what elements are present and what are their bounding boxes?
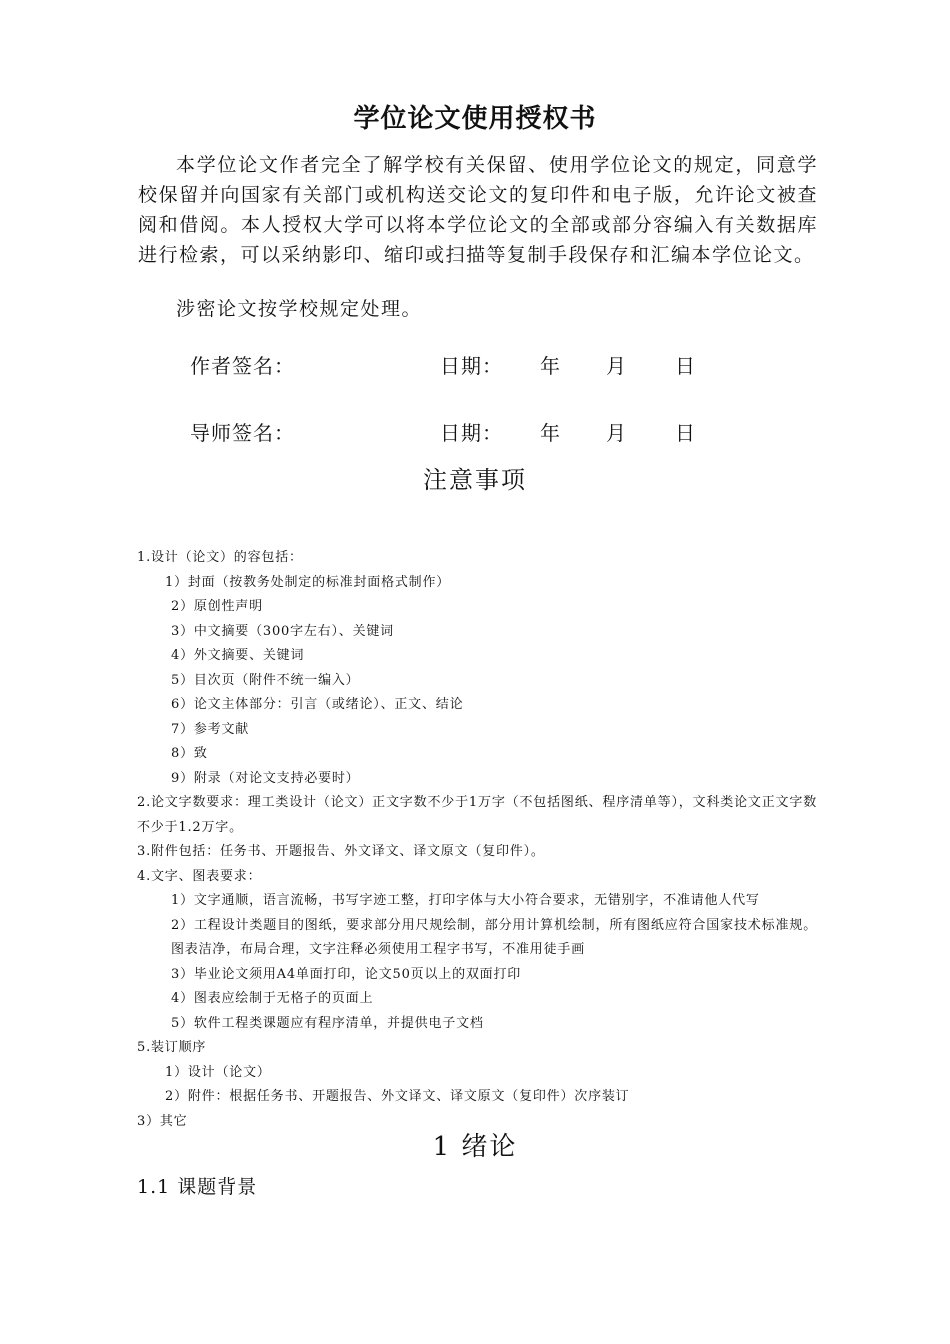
list-item: 2）原创性声明 [171, 599, 263, 614]
section-heading: 1.1 课题背景 [137, 1176, 258, 1198]
list-item: 3）中文摘要（300字左右）、关键词 [171, 623, 394, 639]
year-label: 年 [540, 421, 561, 445]
list-item: 5）目次页（附件不统一编入） [171, 672, 360, 688]
author-signature-row [0, 350, 950, 380]
advisor-signature-label: 导师签名： [190, 421, 295, 445]
day-label: 日 [675, 354, 696, 378]
date-label: 日期： [440, 421, 503, 445]
list-item: 5）软件工程类课题应有程序清单，并提供电子文档 [171, 1015, 484, 1031]
list-item: 1）封面（按教务处制定的标准封面格式制作） [165, 574, 451, 590]
notes-list [137, 546, 817, 1134]
list-item: 2）附件：根据任务书、开题报告、外文译文、译文原文（复印件）次序装订 [165, 1089, 630, 1104]
list-item: 4）外文摘要、关键词 [171, 648, 305, 663]
author-signature-label: 作者签名： [190, 354, 295, 378]
list-item: 8）致 [171, 746, 208, 761]
list-item: 2）工程设计类题目的图纸，要求部分用尺规绘制，部分用计算机绘制，所有图纸应符合国家技术标准规。图表洁净，布局合理，文字注释必须使用工程字书写，不准用徒手画 [171, 917, 817, 957]
date-label: 日期： [440, 354, 503, 378]
chapter-title: 1 绪论 [432, 1132, 518, 1162]
list-item: 4.文字、图表要求： [137, 868, 262, 884]
list-item: 3.附件包括：任务书、开题报告、外文译文、译文原文（复印件）。 [137, 844, 545, 859]
authorization-paragraph: 本学位论文作者完全了解学校有关保留、使用学位论文的规定，同意学校保留并向国家有关部门或机构送交论文的复印件和电子版，允许论文被查阅和借阅。本人授权大学可以将本学位论文的全部或部分容编入有关数据库进行检索，可以采纳影印、缩印或扫描等复制手段保存和汇编本学位论文。 [138, 154, 818, 266]
day-label: 日 [675, 421, 696, 445]
list-item: 3）其它 [137, 1113, 188, 1129]
list-item: 1）设计（论文） [165, 1064, 271, 1080]
list-item: 4）图表应绘制于无格子的页面上 [171, 991, 374, 1006]
list-item: 7）参考文献 [171, 721, 250, 737]
month-label: 月 [606, 354, 627, 378]
list-item: 2.论文字数要求：理工类设计（论文）正文字数不少于1万字（不包括图纸、程序清单等），文科类论文正文字数不少于1.2万字。 [137, 795, 817, 835]
list-item: 6）论文主体部分：引言（或绪论）、正文、结论 [171, 697, 464, 712]
list-item: 1.设计（论文）的容包括： [137, 550, 303, 565]
list-item: 9）附录（对论文支持必要时） [171, 770, 360, 786]
notes-title: 注意事项 [423, 466, 527, 494]
confidential-note: 涉密论文按学校规定处理。 [176, 298, 423, 320]
year-label: 年 [540, 354, 561, 378]
list-item: 1）文字通顺，语言流畅，书写字迹工整，打印字体与大小符合要求，无错别字，不准请他人代写 [171, 893, 760, 908]
list-item: 3）毕业论文须用A4单面打印，论文50页以上的双面打印 [171, 966, 522, 982]
advisor-signature-row [0, 417, 950, 447]
month-label: 月 [606, 421, 627, 445]
authorization-title: 学位论文使用授权书 [353, 104, 597, 134]
list-item: 5.装订顺序 [137, 1040, 207, 1055]
